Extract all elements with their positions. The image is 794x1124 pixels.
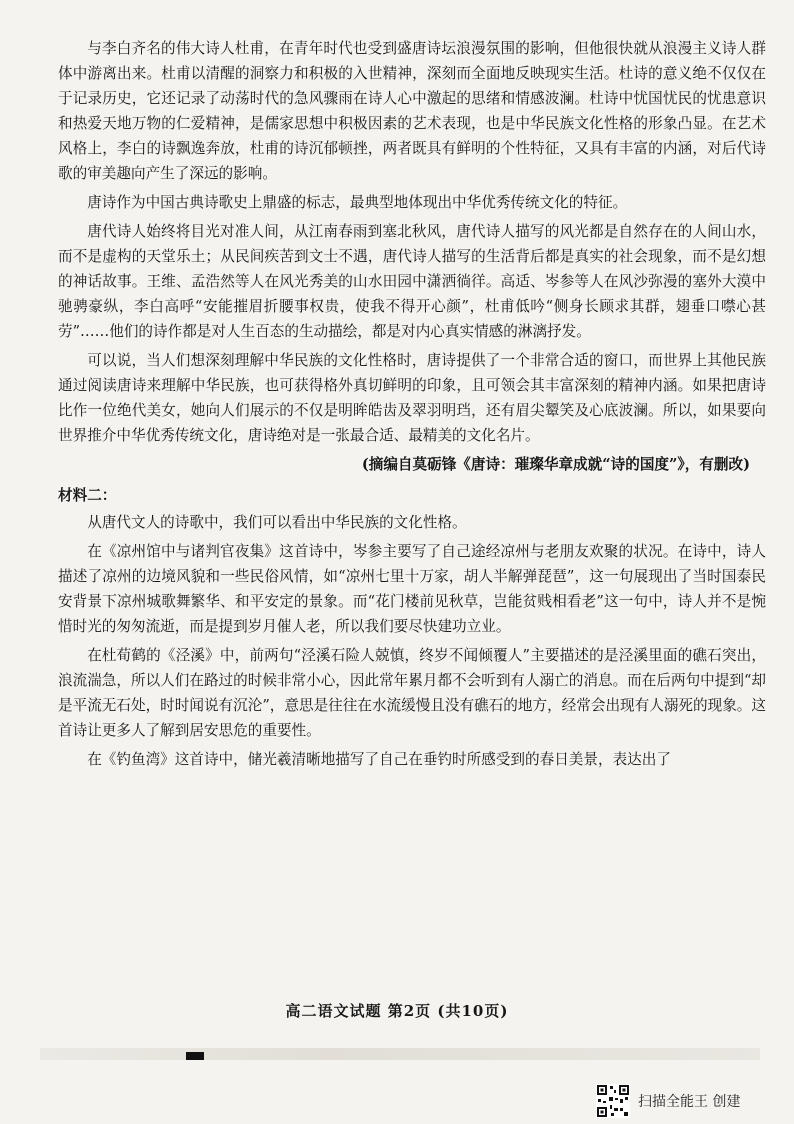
watermark-text: 扫描全能王 创建	[638, 1094, 741, 1110]
paragraph-tang-poetry-summit: 唐诗作为中国古典诗歌史上鼎盛的标志，最典型地体现出中华优秀传统文化的特征。	[87, 194, 628, 211]
material-two-heading: 材料二：	[58, 487, 117, 504]
paragraph-cultural-character: 从唐代文人的诗歌中，我们可以看出中华民族的文化性格。	[87, 514, 467, 531]
article-body	[58, 36, 766, 776]
paragraph-du-xunhe: 在杜荀鹤的《泾溪》中，前两句“泾溪石险人兢慎，终岁不闻倾覆人”主要描述的是泾溪里面的礁石突出，浪流湍急，所以人们在路过的时候非常小心，因此常年累月都不会听到有人溺亡的消息。而在后两句中提到“却是平流无石处，时时闻说有沉沦”，意思是往往在水流缓慢且没有礁石的地方，经常会出现有人溺死的现象。这首诗让更多人了解到居安思危的重要性。	[58, 647, 766, 739]
paragraph-culture-window: 可以说，当人们想深刻理解中华民族的文化性格时，唐诗提供了一个非常合适的窗口，而世界上其他民族通过阅读唐诗来理解中华民族，也可获得格外真切鲜明的印象，且可领会其丰富深刻的精神内涵。如果把唐诗比作一位绝代美女，她向人们展示的不仅是明眸皓齿及翠羽明珰，还有眉尖颦笑及心底波澜。所以，如果要向世界推介中华优秀传统文化，唐诗绝对是一张最合适、最精美的文化名片。	[58, 352, 766, 444]
paragraph-chu-guangxi: 在《钓鱼湾》这首诗中，储光羲清晰地描写了自己在垂钓时所感受到的春日美景，表达出了	[87, 751, 671, 768]
scanner-watermark	[596, 1083, 740, 1119]
paragraph-cen-shen: 在《凉州馆中与诸判官夜集》这首诗中，岑参主要写了自己途经凉州与老朋友欢聚的状况。在诗中，诗人描述了凉州的边境风貌和一些民俗风情，如“凉州七里十万家，胡人半解弹琵琶”，这一句展现出了当时国泰民安背景下凉州城歌舞繁华、和平安定的景象。而“花门楼前见秋草，岂能贫贱相看老”这一句中，诗人并不是惋惜时光的匆匆流逝，而是提到岁月催人老，所以我们要尽快建功立业。	[58, 543, 766, 635]
scan-black-mark	[186, 1052, 204, 1060]
paragraph-du-fu: 与李白齐名的伟大诗人杜甫，在青年时代也受到盛唐诗坛浪漫氛围的影响，但他很快就从浪漫主义诗人群体中游离出来。杜甫以清醒的洞察力和积极的入世精神，深刻而全面地反映现实生活。杜诗的意义绝不仅仅在于记录历史，它还记录了动荡时代的急风骤雨在诗人心中激起的思绪和情感波澜。杜诗中忧国忧民的忧患意识和热爱天地万物的仁爱精神，是儒家思想中积极因素的艺术表现，也是中华民族文化性格的形象凸显。在艺术风格上，李白的诗飘逸奔放，杜甫的诗沉郁顿挫，两者既具有鲜明的个性特征，又具有丰富的内涵，对后代诗歌的审美趣向产生了深远的影响。	[58, 40, 766, 182]
page-footer: 高二语文试题 第2页 (共10页)	[285, 1002, 509, 1020]
paragraph-tang-poets-real-life: 唐代诗人始终将目光对准人间，从江南春雨到塞北秋风，唐代诗人描写的风光都是自然存在的人间山水，而不是虚构的天堂乐土；从民间疾苦到文士不遇，唐代诗人描写的生活背后都是真实的社会现象，而不是幻想的神话故事。王维、孟浩然等人在风光秀美的山水田园中潇洒徜徉。高适、岑参等人在风沙弥漫的塞外大漠中驰骋豪纵，李白高呼“安能摧眉折腰事权贵，使我不得开心颜”，杜甫低吟“侧身长顾求其群，翅垂口噤心甚劳”……他们的诗作都是对人生百态的生动描绘，都是对内心真实情感的淋漓抒发。	[58, 223, 766, 340]
source-citation: (摘编自莫砺锋《唐诗：璀璨华章成就“诗的国度”》，有删改)	[361, 456, 750, 473]
qr-code-icon	[596, 1084, 630, 1118]
scan-shadow-band	[40, 1048, 760, 1060]
